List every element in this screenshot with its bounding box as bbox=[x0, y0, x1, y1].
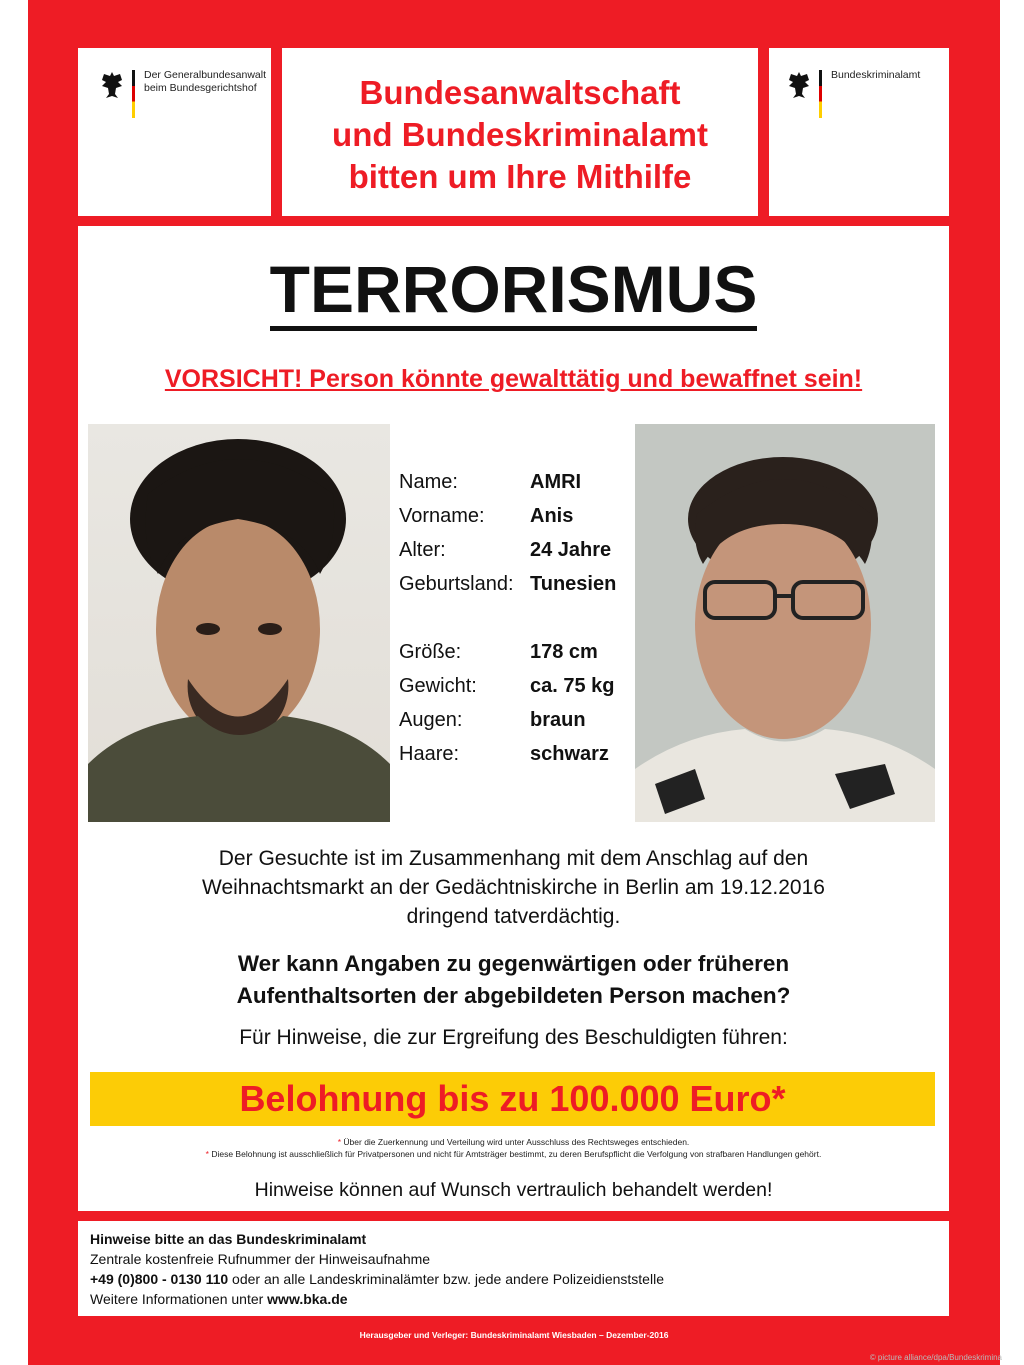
description-line: Weihnachtsmarkt an der Gedächtniskirche in Berlin am 19.12.2016 bbox=[202, 876, 825, 899]
header-title-line: und Bundeskriminalamt bbox=[332, 116, 708, 153]
personal-details bbox=[399, 471, 639, 777]
federal-eagle-icon bbox=[787, 70, 811, 100]
reward-intro: Für Hinweise, die zur Ergreifung des Beschuldigten führen: bbox=[239, 1026, 788, 1049]
footnotes bbox=[78, 1136, 949, 1160]
case-description bbox=[78, 844, 949, 931]
contact-line bbox=[90, 1269, 664, 1289]
detail-value: 24 Jahre bbox=[530, 539, 612, 561]
detail-row bbox=[399, 539, 639, 573]
detail-label: Augen: bbox=[399, 709, 463, 731]
detail-value: braun bbox=[530, 709, 586, 731]
footnote-text: Über die Zuerkennung und Verteilung wird unter Ausschluss des Rechtsweges entschieden. bbox=[343, 1137, 690, 1147]
german-flag-stripe bbox=[132, 70, 135, 118]
footnote bbox=[78, 1136, 949, 1148]
authority-line: Der Generalbundesanwalt bbox=[144, 69, 266, 81]
detail-row bbox=[399, 641, 639, 675]
detail-value: 178 cm bbox=[530, 641, 598, 663]
header-title-panel bbox=[282, 48, 758, 216]
footnote-marker: * bbox=[205, 1149, 209, 1159]
suspect-photo-left bbox=[88, 424, 390, 822]
header-title bbox=[282, 72, 758, 198]
hotline-number[interactable]: +49 (0)800 - 0130 110 bbox=[90, 1271, 229, 1287]
footnote bbox=[78, 1148, 949, 1160]
warning-text: VORSICHT! Person könnte gewalttätig und bewaffnet sein! bbox=[164, 365, 863, 393]
detail-label: Haare: bbox=[399, 743, 460, 765]
detail-label: Geburtsland: bbox=[399, 573, 514, 595]
authority-generalbundesanwalt bbox=[144, 69, 266, 95]
page-title bbox=[78, 252, 949, 326]
contact-info bbox=[90, 1229, 664, 1309]
detail-label: Größe: bbox=[399, 641, 462, 663]
footnote-marker: * bbox=[337, 1137, 342, 1147]
photo-credit: © picture alliance/dpa/Bundeskrimina bbox=[869, 1353, 1002, 1362]
detail-value: AMRI bbox=[530, 471, 582, 493]
contact-line-text: oder an alle Landeskriminalämter bzw. jede andere Polizeidienststelle bbox=[228, 1271, 664, 1287]
authority-line: beim Bundesgerichtshof bbox=[144, 82, 257, 94]
detail-value: Tunesien bbox=[530, 573, 617, 595]
title-text: TERRORISMUS bbox=[270, 252, 758, 331]
detail-row bbox=[399, 709, 639, 743]
header-title-line: bitten um Ihre Mithilfe bbox=[348, 158, 692, 195]
federal-eagle-icon bbox=[100, 70, 124, 100]
contact-line-text: Weitere Informationen unter bbox=[90, 1291, 268, 1307]
detail-value: schwarz bbox=[530, 743, 609, 765]
detail-label: Vorname: bbox=[399, 505, 485, 527]
detail-label: Gewicht: bbox=[399, 675, 477, 697]
contact-line bbox=[90, 1289, 664, 1309]
question-line: Wer kann Angaben zu gegenwärtigen oder früheren bbox=[237, 951, 790, 976]
header-left-panel bbox=[78, 48, 271, 216]
appeal-question bbox=[78, 948, 949, 1012]
footnote-text: Diese Belohnung ist ausschließlich für Privatpersonen und nicht für Amtsträger bestimmt, zu deren Berufspflicht die Verfolgung von strafbaren Handlungen gehört. bbox=[211, 1149, 822, 1159]
description-line: Der Gesuchte ist im Zusammenhang mit dem Anschlag auf den bbox=[218, 847, 809, 870]
description-line: dringend tatverdächtig. bbox=[406, 905, 621, 928]
authority-bka: Bundeskriminalamt bbox=[831, 69, 921, 81]
detail-row bbox=[399, 743, 639, 777]
question-line: Aufenthaltsorten der abgebildeten Person machen? bbox=[236, 983, 791, 1008]
detail-row bbox=[399, 471, 639, 505]
german-flag-stripe bbox=[819, 70, 822, 118]
publisher-line: Herausgeber und Verleger: Bundeskriminalamt Wiesbaden – Dezember-2016 bbox=[359, 1330, 669, 1340]
website-link[interactable]: www.bka.de bbox=[267, 1291, 348, 1307]
reward-text: Belohnung bis zu 100.000 Euro* bbox=[239, 1078, 786, 1119]
detail-label: Alter: bbox=[399, 539, 446, 561]
contact-line: Zentrale kostenfreie Rufnummer der Hinweisaufnahme bbox=[90, 1251, 431, 1267]
contact-panel bbox=[78, 1221, 949, 1316]
contact-heading: Hinweise bitte an das Bundeskriminalamt bbox=[90, 1231, 367, 1247]
header-right-panel bbox=[769, 48, 949, 216]
header-title-line: Bundesanwaltschaft bbox=[359, 74, 681, 111]
wanted-poster bbox=[28, 0, 1000, 1365]
confidential-note: Hinweise können auf Wunsch vertraulich behandelt werden! bbox=[254, 1179, 773, 1201]
detail-label: Name: bbox=[399, 471, 458, 493]
reward-banner bbox=[90, 1072, 935, 1126]
detail-value: Anis bbox=[530, 505, 574, 527]
detail-row bbox=[399, 675, 639, 709]
suspect-photo-right bbox=[635, 424, 935, 822]
detail-row bbox=[399, 573, 639, 607]
detail-row bbox=[399, 505, 639, 539]
main-panel bbox=[78, 226, 949, 1211]
detail-value: ca. 75 kg bbox=[530, 675, 615, 697]
